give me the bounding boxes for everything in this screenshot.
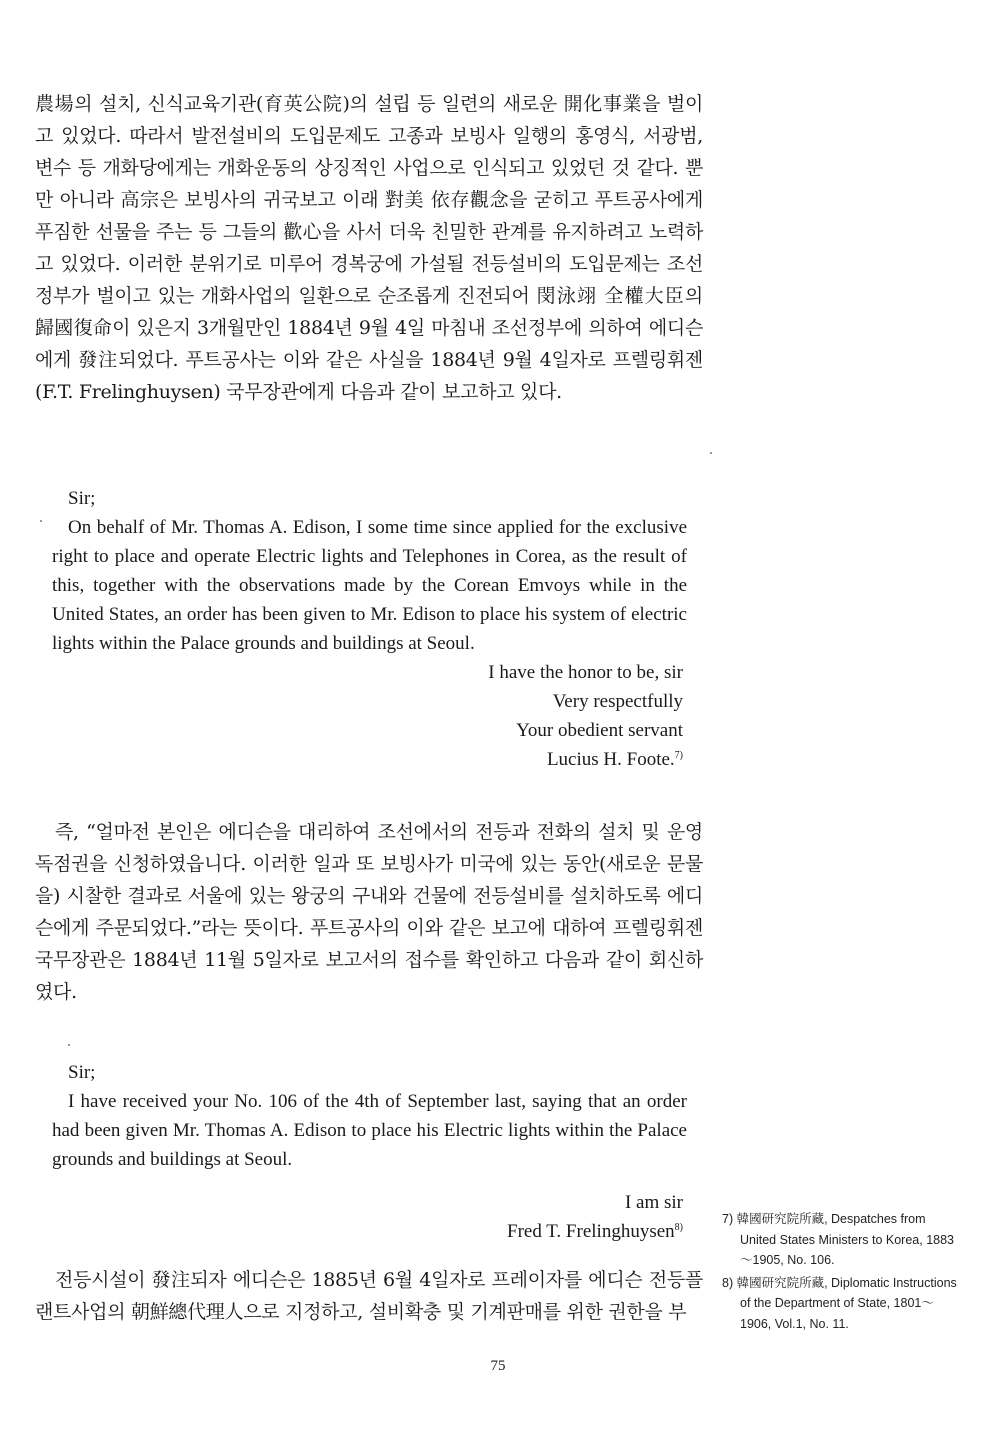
footnote-8: 8) 韓國研究院所藏, Diplomatic Instructions of the Department of State, 1801～1906, Vol.1, No. 11. bbox=[722, 1275, 957, 1331]
letter-closing-line: Your obedient servant bbox=[516, 720, 683, 741]
paragraph-intro: 農場의 설치, 신식교육기관(育英公院)의 설립 등 일련의 새로운 開化事業을 벌이고 있었다. 따라서 발전설비의 도입문제도 고종과 보빙사 일행의 홍영식, 서광범, 변수 등 개화당에게는 개화운동의 상징적인 사업으로 인식되고 있었던 것 같다. 뿐만 아니라 高宗은 보빙사의 귀국보고 이래 對美 依存觀念을 굳히고 푸트공사에게 푸짐한 선물을 주는 등 그들의 歡心을 사서 더욱 친밀한 관계를 유지하려고 노력하고 있었다. 이러한 분위기로 미루어 경복궁에 가설될 전등설비의 도입문제는 조선정부가 벌이고 있는 개화사업의 일환으로 순조롭게 진전되어 閔泳翊 全權大臣의 歸國復命이 있은지 3개월만인 1884년 9월 4일 마침내 조선정부에 의하여 에디슨에게 發注되었다. 푸트공사는 이와 같은 사실을 1884년 9월 4일자로 프렐링휘젠(F.T. Frelinghuysen) 국무장관에게 다음과 같이 보고하고 있다. bbox=[35, 93, 703, 403]
signature-text: Fred T. Frelinghuysen bbox=[507, 1221, 675, 1242]
letter-salutation: Sir; bbox=[68, 488, 96, 509]
page-number: 75 bbox=[490, 1358, 506, 1374]
letter-closing-line: I have the honor to be, sir bbox=[488, 662, 683, 683]
letter-body: I have received your No. 106 of the 4th of September last, saying that an order had been given Mr. Thomas A. Edison to place his Electric lights within the Palace grounds and buildings at Seoul. bbox=[52, 1091, 687, 1170]
letter-frelinghuysen bbox=[52, 1058, 687, 1246]
letter-salutation: Sir; bbox=[68, 1062, 96, 1083]
letter-closing-line: Very respectfully bbox=[552, 691, 683, 712]
letter-foote bbox=[52, 484, 687, 774]
scan-speck bbox=[40, 520, 42, 522]
letter-signature bbox=[52, 745, 687, 774]
scan-speck bbox=[710, 452, 712, 454]
footnote-ref: 7) bbox=[674, 750, 683, 761]
letter-closing-line: I am sir bbox=[624, 1192, 683, 1213]
paragraph-explanation: 즉, “얼마전 본인은 에디슨을 대리하여 조선에서의 전등과 전화의 설치 및 운영 독점권을 신청하였읍니다. 이러한 일과 또 보빙사가 미국에 있는 동안(새로운 문물을) 시찰한 결과로 서울에 있는 왕궁의 구내와 건물에 전등설비를 설치하도록 에디슨에게 주문되었다.”라는 뜻이다. 푸트공사의 이와 같은 보고에 대하여 프렐링휘젠 국무장관은 1884년 11월 5일자로 보고서의 접수를 확인하고 다음과 같이 회신하였다. bbox=[35, 821, 703, 1003]
letter-body: On behalf of Mr. Thomas A. Edison, I some time since applied for the exclusive right to place and operate Electric lights and Telephones in Corea, as the result of this, together with the observations made by the Corean Emvoys while in the United States, an order has been given to Mr. Edison to place his system of electric lights within the Palace grounds and buildings at Seoul. bbox=[52, 517, 687, 654]
footnote-7: 7) 韓國研究院所藏, Despatches from United States Ministers to Korea, 1883～1905, No. 106. bbox=[722, 1212, 955, 1267]
scan-speck bbox=[68, 1044, 70, 1046]
footnote-ref: 8) bbox=[674, 1222, 683, 1233]
paragraph-continuation: 전등시설이 發注되자 에디슨은 1885년 6월 4일자로 프레이자를 에디슨 전등플랜트사업의 朝鮮總代理人으로 지정하고, 설비확충 및 기계판매를 위한 권한을 부 bbox=[35, 1269, 703, 1323]
signature-text: Lucius H. Foote. bbox=[546, 749, 675, 770]
letter-signature bbox=[52, 1217, 687, 1246]
footnotes bbox=[722, 1209, 962, 1336]
